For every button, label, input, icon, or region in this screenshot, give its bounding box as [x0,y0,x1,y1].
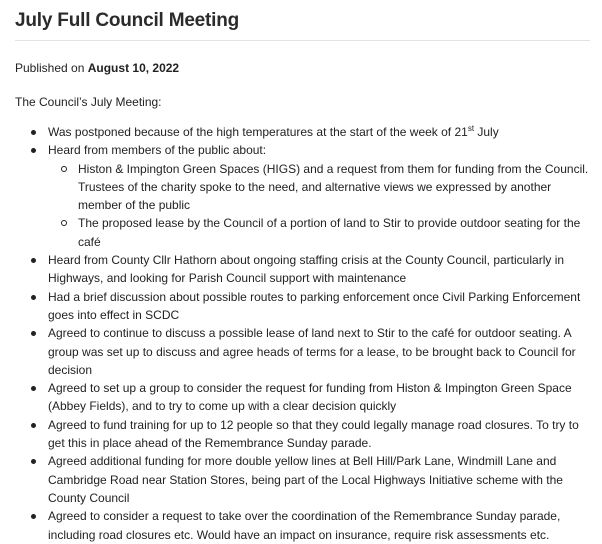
sub-list [48,160,590,251]
published-date: August 10, 2022 [87,61,180,75]
list-item-text-end: July [474,125,499,139]
sub-list-item: The proposed lease by the Council of a portion of land to Stir to provide outdoor seating for the café [78,214,590,251]
published-line [15,60,590,76]
ordinal-suffix: st [467,124,475,133]
list-item: Heard from County Cllr Hathorn about ongoing staffing crisis at the County Council, particularly in Highways, and looking for Parish Council support with maintenance [37,251,590,288]
list-item: Had a brief discussion about possible routes to parking enforcement once Civil Parking Enforcement goes into effect in SCDC [37,288,590,325]
meeting-items-list [15,123,590,544]
page-title: July Full Council Meeting [15,10,240,31]
list-item: Agreed to consider a request to take over the coordination of the Remembrance Sunday parade, including road closures etc. Would have an impact on insurance, require risk assessments etc. [37,507,590,544]
title-divider [15,40,590,41]
list-item: Agreed to continue to discuss a possible lease of land next to Stir to the café for outdoor seating. A group was set up to discuss and agree heads of terms for a lease, to be brought back to Council for decision [37,324,590,379]
list-item: Agreed to fund training for up to 12 people so that they could legally manage road closures. To try to get this in place ahead of the Remembrance Sunday parade. [37,416,590,453]
published-prefix: Published on [15,61,88,75]
list-item: Agreed additional funding for more double yellow lines at Bell Hill/Park Lane, Windmill Lane and Cambridge Road near Station Stores, being part of the Local Highways Initiative scheme with the County Council [37,452,590,507]
list-item [37,141,590,251]
list-item-text: Was postponed because of the high temperatures at the start of the week of 21 [48,125,468,139]
sub-list-item: Histon & Impington Green Spaces (HIGS) and a request from them for funding from the Council. Trustees of the charity spoke to the need, and alternative views we expressed by another member of the public [78,160,590,215]
list-item [37,123,590,141]
intro-text: The Council’s July Meeting: [15,95,162,109]
list-item-text: Heard from members of the public about: [48,143,267,158]
list-item: Agreed to set up a group to consider the request for funding from Histon & Impington Green Space (Abbey Fields), and to try to come up with a clear decision quickly [37,379,590,416]
